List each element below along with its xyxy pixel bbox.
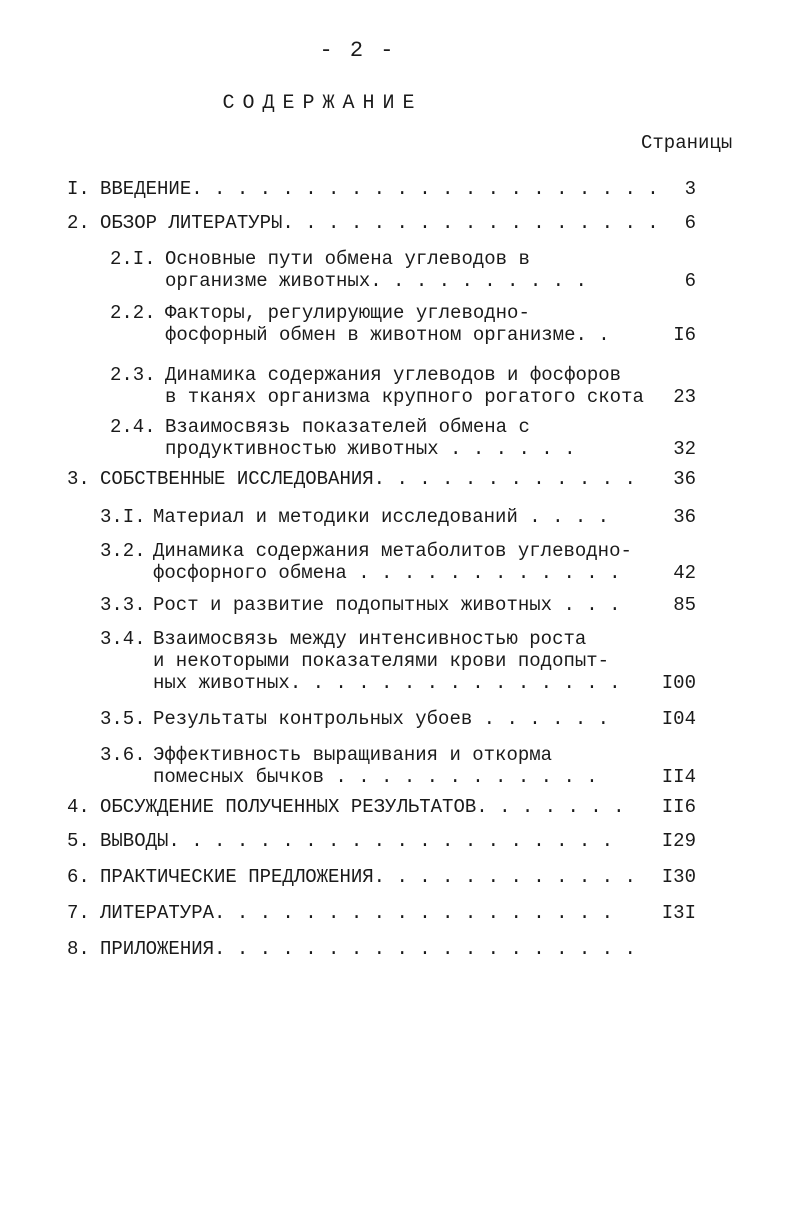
toc-entry-text: ПРИЛОЖЕНИЯ. . . . . . . . . . . . . . . . . . . <box>100 938 636 960</box>
toc-entry-number: I. <box>67 178 90 200</box>
toc-entry-number: 2. <box>67 212 90 234</box>
toc-entry-number: 3.2. <box>100 540 146 562</box>
toc-entry-text: в тканях организма крупного рогатого скота <box>165 386 644 408</box>
toc-entry-number: 2.3. <box>110 364 156 386</box>
toc-entry-text: помесных бычков . . . . . . . . . . . . <box>153 766 598 788</box>
toc-entry-number: 3.4. <box>100 628 146 650</box>
toc-entry-number: 2.4. <box>110 416 156 438</box>
toc-entry-text: фосфорный обмен в животном организме. . <box>165 324 610 346</box>
toc-entry-text: Взаимосвязь показателей обмена с <box>165 416 530 438</box>
toc-entry-number: 7. <box>67 902 90 924</box>
toc-entry-text: ЛИТЕРАТУРА. . . . . . . . . . . . . . . . . . <box>100 902 614 924</box>
toc-entry-text: продуктивностью животных . . . . . . <box>165 438 576 460</box>
toc-entry-number: 8. <box>67 938 90 960</box>
toc-entry-page: II4 <box>661 766 696 788</box>
toc-entry-text: Взаимосвязь между интенсивностью роста <box>153 628 587 650</box>
toc-entry-number: 6. <box>67 866 90 888</box>
toc-entry-page: I29 <box>661 830 696 852</box>
toc-entry-page: 36 <box>673 506 696 528</box>
toc-entry-number: 4. <box>67 796 90 818</box>
toc-entry-page: II6 <box>661 796 696 818</box>
toc-entry-page: 32 <box>673 438 696 460</box>
toc-entry-page: 23 <box>673 386 696 408</box>
toc-entry-number: 3. <box>67 468 90 490</box>
toc-entry-number: 3.5. <box>100 708 146 730</box>
toc-entry-page: 85 <box>673 594 696 616</box>
toc-entry-page: 3 <box>684 178 696 200</box>
toc-entry-text: Основные пути обмена углеводов в <box>165 248 530 270</box>
pages-column-label: Страницы <box>641 132 733 154</box>
toc-entry-page: I30 <box>661 866 696 888</box>
toc-entry-text: Динамика содержания метаболитов углеводно- <box>153 540 632 562</box>
toc-entry-page: I00 <box>661 672 696 694</box>
toc-entry-page: 6 <box>684 212 696 234</box>
toc-entry-page: I3I <box>661 902 696 924</box>
page-title: СОДЕРЖАНИЕ <box>222 92 423 115</box>
toc-entry-number: 3.6. <box>100 744 146 766</box>
toc-entry-text: Материал и методики исследований . . . . <box>153 506 610 528</box>
toc-entry-text: ОБЗОР ЛИТЕРАТУРЫ. . . . . . . . . . . . . . . . . <box>100 212 659 234</box>
toc-entry-number: 3.I. <box>100 506 146 528</box>
toc-entry-text: ВЫВОДЫ. . . . . . . . . . . . . . . . . . . . <box>100 830 614 852</box>
toc-entry-page: 42 <box>673 562 696 584</box>
toc-entry-text: Результаты контрольных убоев . . . . . . <box>153 708 610 730</box>
toc-entry-page: 6 <box>684 270 696 292</box>
toc-entry-number: 2.I. <box>110 248 156 270</box>
toc-entry-number: 2.2. <box>110 302 156 324</box>
toc-entry-text: и некоторыми показателями крови подопыт- <box>153 650 610 672</box>
toc-entry-number: 5. <box>67 830 90 852</box>
toc-entry-page: 36 <box>673 468 696 490</box>
toc-entry-text: Факторы, регулирующие углеводно- <box>165 302 530 324</box>
toc-entry-text: ОБСУЖДЕНИЕ ПОЛУЧЕННЫХ РЕЗУЛЬТАТОВ. . . . . . . <box>100 796 625 818</box>
page-number: - 2 - <box>319 38 396 63</box>
toc-entry-text: ПРАКТИЧЕСКИЕ ПРЕДЛОЖЕНИЯ. . . . . . . . . . . . <box>100 866 636 888</box>
toc-entry-number: 3.3. <box>100 594 146 616</box>
toc-entry-text: ВВЕДЕНИЕ. . . . . . . . . . . . . . . . . . . . . <box>100 178 659 200</box>
toc-entry-text: Эффективность выращивания и откорма <box>153 744 553 766</box>
toc-entry-text: СОБСТВЕННЫЕ ИССЛЕДОВАНИЯ. . . . . . . . . . . . <box>100 468 636 490</box>
toc-entry-text: Динамика содержания углеводов и фосфоров <box>165 364 622 386</box>
toc-entry-page: I04 <box>661 708 696 730</box>
toc-entry-text: Рост и развитие подопытных животных . . . <box>153 594 621 616</box>
toc-entry-text: ных животных. . . . . . . . . . . . . . . <box>153 672 621 694</box>
toc-entry-text: фосфорного обмена . . . . . . . . . . . . <box>153 562 621 584</box>
toc-entry-page: I6 <box>673 324 696 346</box>
toc-entry-text: организме животных. . . . . . . . . . <box>165 270 587 292</box>
